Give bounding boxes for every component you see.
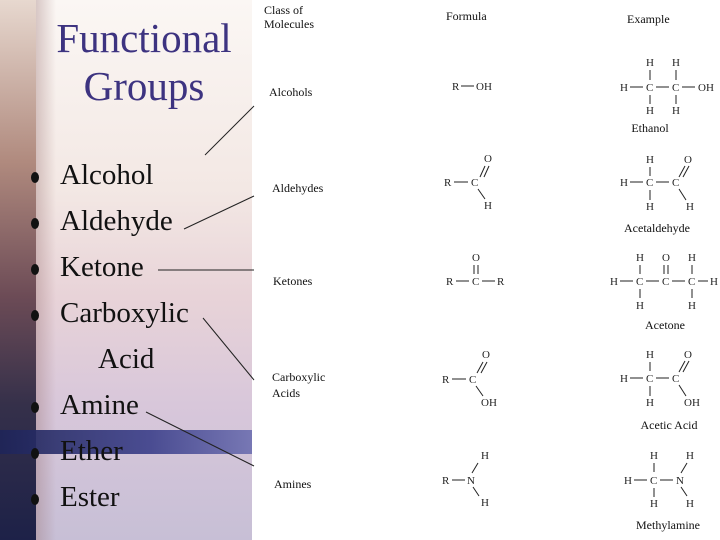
chem-label: R [452,81,460,93]
list-item-label: Ester [60,481,120,513]
chem-label: H [650,450,658,462]
class-label-amines: Amines [274,477,312,491]
title-line-2: Groups [83,63,205,109]
chem-label: C [688,276,696,288]
list-item-label: Amine [60,389,139,421]
chem-label: C [646,177,654,189]
chem-label: H [672,105,680,117]
chem-label: O [472,252,480,264]
chem-label: H [646,397,654,409]
chem-label: C [469,374,477,386]
chem-label: OH [698,82,714,94]
connector-line-alcohol [205,106,254,155]
chem-label: N [467,475,475,487]
column-header-formula: Formula [446,9,487,23]
chem-label: C [646,373,654,385]
formula-ketone [446,252,505,288]
chem-label: H [686,498,694,510]
list-item-continuation: Acid [98,343,155,375]
chem-label: R [442,374,450,386]
chem-label: C [471,177,479,189]
chem-label: R [444,177,452,189]
chem-label: O [662,252,670,264]
chem-label: C [636,276,644,288]
formula-alcohol [452,81,492,93]
class-label-aldehydes: Aldehydes [272,181,324,195]
chem-label: H [481,497,489,509]
class-label-line-2: Acids [272,386,300,400]
chem-label: C [672,82,680,94]
column-header-class-line-1: Class of [264,3,303,17]
structure-methylamine [624,450,694,510]
connector-line-carboxylic [203,318,254,380]
chem-label: C [662,276,670,288]
connector-line-aldehyde [184,196,254,229]
chem-label: O [484,153,492,165]
chem-label: H [710,276,718,288]
chem-label: N [676,475,684,487]
chem-label: H [484,200,492,212]
example-name-ethanol: Ethanol [631,121,669,135]
formula-carboxylic-acid [442,349,497,409]
chem-label: H [688,252,696,264]
chem-label: OH [476,81,492,93]
example-name-acetic-acid: Acetic Acid [640,418,698,432]
title-line-1: Functional [56,15,232,61]
chem-label: R [442,475,450,487]
chem-label: C [646,82,654,94]
structure-acetic-acid [620,349,700,409]
column-header-example: Example [627,12,670,26]
chem-label: C [672,177,680,189]
formula-amine [442,450,489,509]
class-label-alcohols: Alcohols [269,85,313,99]
structure-ethanol [620,57,714,117]
chem-label: H [686,450,694,462]
chem-label: O [684,349,692,361]
chem-label: H [636,252,644,264]
chem-label: H [620,177,628,189]
chem-label: H [624,475,632,487]
structure-acetone [610,252,718,312]
chem-label: O [684,154,692,166]
chem-label: H [620,82,628,94]
chem-label: H [686,201,694,213]
chem-label: R [497,276,505,288]
chem-label: C [650,475,658,487]
formula-aldehyde [444,153,492,212]
chem-label: H [646,154,654,166]
chem-label: H [636,300,644,312]
list-item-label: Alcohol [60,159,154,191]
chem-label: H [646,105,654,117]
chem-label: OH [684,397,700,409]
list-item-label: Carboxylic [60,297,189,329]
chem-label: H [620,373,628,385]
structure-acetaldehyde [620,154,694,213]
column-header-class-line-2: Molecules [264,17,314,31]
list-item-label: Ether [60,435,123,467]
example-name-acetaldehyde: Acetaldehyde [624,221,690,235]
chem-label: H [646,57,654,69]
chem-label: O [482,349,490,361]
chem-label: H [672,57,680,69]
chem-label: R [446,276,454,288]
list-item-label: Aldehyde [60,205,173,237]
class-label-line-1: Carboxylic [272,370,326,384]
chem-label: H [646,349,654,361]
list-item-label: Ketone [60,251,144,283]
chem-label: H [481,450,489,462]
chem-label: C [672,373,680,385]
chem-label: H [688,300,696,312]
example-name-methylamine: Methylamine [636,518,700,532]
class-label-ketones: Ketones [273,274,313,288]
chem-label: H [610,276,618,288]
connector-line-amine [146,412,254,466]
chem-label: C [472,276,480,288]
example-name-acetone: Acetone [645,318,685,332]
chem-label: H [650,498,658,510]
chem-label: OH [481,397,497,409]
chem-label: H [646,201,654,213]
